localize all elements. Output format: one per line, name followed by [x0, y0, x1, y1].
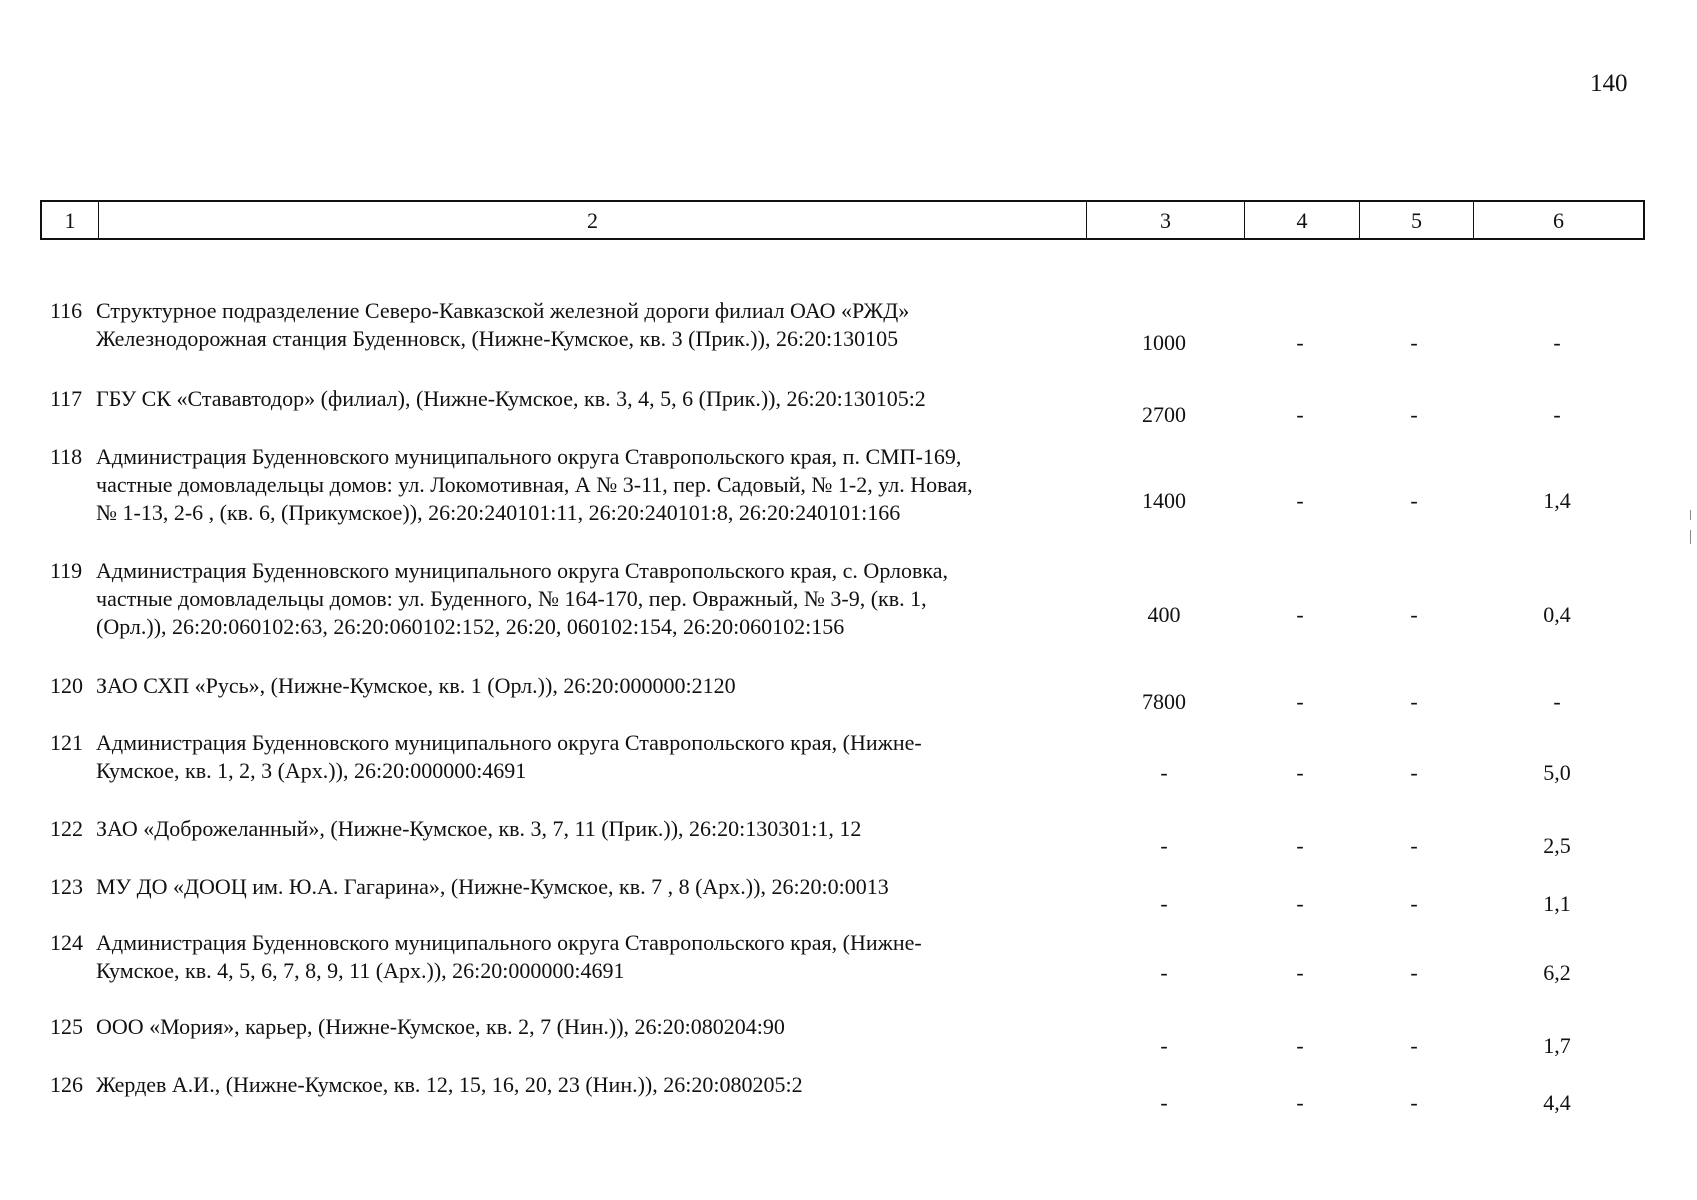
cell-col-6: 0,4: [1543, 602, 1571, 627]
cell-col-6: 1,7: [1543, 1033, 1571, 1058]
cell-col-5: -: [1410, 960, 1418, 985]
row-number: 123: [50, 874, 83, 899]
cell-col-4: -: [1296, 891, 1304, 916]
row-description: ООО «Мория», карьер, (Нижне-Кумское, кв. 2, 7 (Нин.)), 26:20:080204:90: [96, 1014, 785, 1039]
cell-col-3: -: [1160, 1090, 1168, 1115]
scan-edge-mark: [1690, 530, 1691, 544]
cell-col-6: 5,0: [1543, 760, 1571, 785]
cell-col-5: -: [1410, 402, 1418, 427]
row-description: Администрация Буденновского муниципального округа Ставропольского края, (Нижне- Кумское, кв. 1, 2, 3 (Арх.)), 26:20:000000:4691: [96, 730, 922, 783]
cell-col-3: -: [1160, 833, 1168, 858]
cell-col-6: -: [1553, 330, 1561, 355]
row-number: 124: [50, 930, 83, 955]
cell-col-4: -: [1296, 833, 1304, 858]
scan-edge-mark: [1690, 510, 1691, 520]
row-description: ГБУ СК «Стававтодор» (филиал), (Нижне-Кумское, кв. 3, 4, 5, 6 (Прик.)), 26:20:130105:2: [96, 386, 926, 411]
cell-col-4: -: [1296, 760, 1304, 785]
cell-col-4: -: [1296, 960, 1304, 985]
cell-col-3: 1400: [1142, 488, 1186, 513]
cell-col-3: 1000: [1142, 330, 1186, 355]
cell-col-5: -: [1410, 330, 1418, 355]
row-number: 119: [50, 558, 83, 583]
cell-col-5: -: [1410, 833, 1418, 858]
page-number: 140: [1590, 70, 1628, 97]
row-description: МУ ДО «ДООЦ им. Ю.А. Гагарина», (Нижне-Кумское, кв. 7 , 8 (Арх.)), 26:20:0:0013: [96, 874, 889, 899]
row-number: 117: [50, 386, 83, 411]
row-number: 120: [50, 673, 83, 698]
column-header-3: 3: [1087, 202, 1245, 238]
cell-col-6: 4,4: [1543, 1090, 1571, 1115]
row-description: ЗАО «Доброжеланный», (Нижне-Кумское, кв. 3, 7, 11 (Прик.)), 26:20:130301:1, 12: [96, 816, 862, 841]
row-description: Жердев А.И., (Нижне-Кумское, кв. 12, 15, 16, 20, 23 (Нин.)), 26:20:080205:2: [96, 1072, 803, 1097]
cell-col-5: -: [1410, 488, 1418, 513]
cell-col-3: -: [1160, 891, 1168, 916]
cell-col-3: 2700: [1142, 402, 1186, 427]
cell-col-6: 1,1: [1543, 891, 1571, 916]
cell-col-6: 2,5: [1543, 833, 1571, 858]
cell-col-5: -: [1410, 689, 1418, 714]
cell-col-5: -: [1410, 1090, 1418, 1115]
cell-col-4: -: [1296, 689, 1304, 714]
row-number: 126: [50, 1072, 83, 1097]
cell-col-5: -: [1410, 891, 1418, 916]
row-description: ЗАО СХП «Русь», (Нижне-Кумское, кв. 1 (Орл.)), 26:20:000000:2120: [96, 673, 736, 698]
cell-col-3: -: [1160, 960, 1168, 985]
cell-col-5: -: [1410, 1033, 1418, 1058]
cell-col-3: -: [1160, 760, 1168, 785]
cell-col-4: -: [1296, 402, 1304, 427]
cell-col-4: -: [1296, 1090, 1304, 1115]
column-header-1: 1: [42, 202, 99, 238]
row-number: 116: [50, 298, 83, 323]
row-number: 125: [50, 1014, 83, 1039]
column-header-4: 4: [1245, 202, 1360, 238]
column-header-6: 6: [1553, 208, 1564, 233]
column-header-2: 2: [99, 202, 1087, 238]
cell-col-4: -: [1296, 330, 1304, 355]
cell-col-6: -: [1553, 689, 1561, 714]
cell-col-3: -: [1160, 1033, 1168, 1058]
cell-col-6: 1,4: [1543, 488, 1571, 513]
row-number: 121: [50, 730, 83, 755]
row-number: 122: [50, 816, 83, 841]
cell-col-6: 6,2: [1543, 960, 1571, 985]
cell-col-5: -: [1410, 760, 1418, 785]
column-header-5: 5: [1360, 202, 1474, 238]
row-description: Структурное подразделение Северо-Кавказской железной дороги филиал ОАО «РЖД» Железнодорожная станция Буденновск, (Нижне-Кумское, кв. 3 (Прик.)), 26:20:130105: [96, 298, 910, 351]
cell-col-4: -: [1296, 1033, 1304, 1058]
cell-col-4: -: [1296, 488, 1304, 513]
cell-col-3: 7800: [1142, 689, 1186, 714]
row-number: 118: [50, 444, 83, 469]
cell-col-3: 400: [1147, 602, 1181, 627]
cell-col-4: -: [1296, 602, 1304, 627]
row-description: Администрация Буденновского муниципального округа Ставропольского края, с. Орловка, частные домовладельцы домов: ул. Буденного, № 164-170, пер. Овражный, № 3-9, (кв. 1, (Орл.)), 26:20:060102:63, 26:20:060102:152, 26:20, 060102:154, 26:20:060102:156: [96, 558, 949, 639]
row-description: Администрация Буденновского муниципального округа Ставропольского края, (Нижне- Кумское, кв. 4, 5, 6, 7, 8, 9, 11 (Арх.)), 26:20:000000:4691: [96, 930, 922, 983]
row-description: Администрация Буденновского муниципального округа Ставропольского края, п. СМП-169, частные домовладельцы домов: ул. Локомотивная, А № 3-11, пер. Садовый, № 1-2, ул. Новая, № 1-13, 2-6 , (кв. 6, (Прикумское)), 26:20:240101:11, 26:20:240101:8, 26:20:240101:166: [96, 444, 973, 525]
cell-col-5: -: [1410, 602, 1418, 627]
cell-col-6: -: [1553, 402, 1561, 427]
